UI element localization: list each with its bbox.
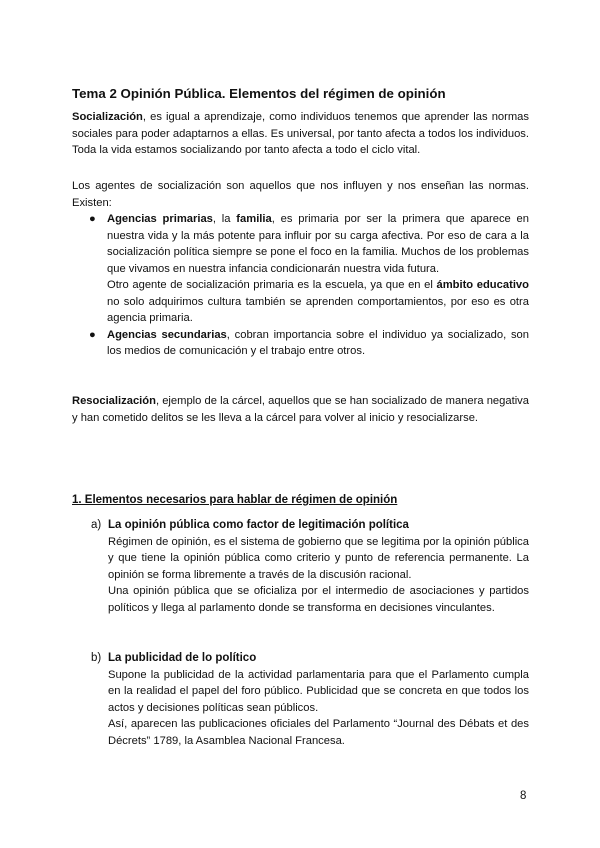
term-agencias-primarias: Agencias primarias [107,213,213,225]
subsection-heading [91,650,529,667]
subsection-title: La publicidad de lo político [108,652,257,664]
agents-list [72,211,529,360]
separator-text: , la [212,213,237,225]
subsection-paragraph: Una opinión pública que se oficializa por el intermedio de asociaciones y partidos políticos y llega al parlamento donde se transforma en decisiones vinculantes. [108,585,529,614]
list-marker: a) [91,519,102,531]
paragraph-socializacion [72,109,529,159]
term-familia: familia [236,213,272,225]
escuela-text-end: no solo adquirimos cultura también se aprenden comportamientos, por eso es otra agencia primaria. [107,295,529,324]
agencias-primarias-text: , es primaria por ser la primera que aparece en nuestra vida y la más potente para influir por su carga afectiva. Por eso de cara a la socialización política siempre se pone el foco en la familia. Muchos de los problemas que vivamos en nuestra infancia condicionarán nuestra vida futura. [107,213,529,275]
page-title: Tema 2 Opinión Pública. Elementos del régimen de opinión [72,86,446,101]
subsection-paragraph: Así, aparecen las publicaciones oficiales del Parlamento “Journal des Débats et des Décrets” 1789, la Asamblea Nacional Francesa. [108,718,529,747]
resocializacion-text: , ejemplo de la cárcel, aquellos que se han socializado de manera negativa y han cometido delitos se les lleva a la cárcel para volver al inicio y resocializarse. [72,395,529,424]
escuela-text: Otro agente de socialización primaria es la escuela, ya que en el [107,279,437,291]
paragraph-agentes-intro: Los agentes de socialización son aquellos que nos influyen y nos enseñan las normas. Existen: [72,180,529,209]
subsection-paragraph: Supone la publicidad de la actividad parlamentaria para que el Parlamento cumpla en la realidad el papel del foro público. Publicidad que se concreta en que todos los actos y decisiones políticas sean públicos. [108,668,529,714]
list-item [72,327,529,360]
subsection-heading [91,517,529,534]
list-item [72,211,529,327]
term-resocializacion: Resocialización [72,395,156,407]
bullet-icon: ● [89,213,96,225]
subsection-a [91,517,529,616]
term-socializacion: Socialización [72,111,143,123]
term-ambito-educativo: ámbito educativo [436,279,529,291]
agencias-secundarias-text: , cobran importancia sobre el individuo ya socializado, son los medios de comunicación y el trabajo entre otros. [107,328,529,357]
page-number: 8 [520,790,527,802]
subsection-b [91,650,529,749]
subsection-paragraph: Régimen de opinión, es el sistema de gobierno que se legitima por la opinión pública y que tiene la opinión pública como criterio y punto de referencia permanente. La opinión se forma libremente a través de la discusión racional. [108,535,529,581]
section-heading: 1. Elementos necesarios para hablar de régimen de opinión [72,494,398,506]
list-marker: b) [91,652,102,664]
term-agencias-secundarias: Agencias secundarias [107,328,227,341]
socializacion-text: , es igual a aprendizaje, como individuos tenemos que aprender las normas sociales para poder adaptarnos a ellas. Es universal, por tanto afecta a todos los individuos. Toda la vida estamos socializando por tanto afecta a todo el ciclo vital. [72,111,529,156]
paragraph-resocializacion [72,393,529,426]
bullet-icon: ● [89,328,96,341]
subsection-title: La opinión pública como factor de legitimación política [108,519,409,531]
